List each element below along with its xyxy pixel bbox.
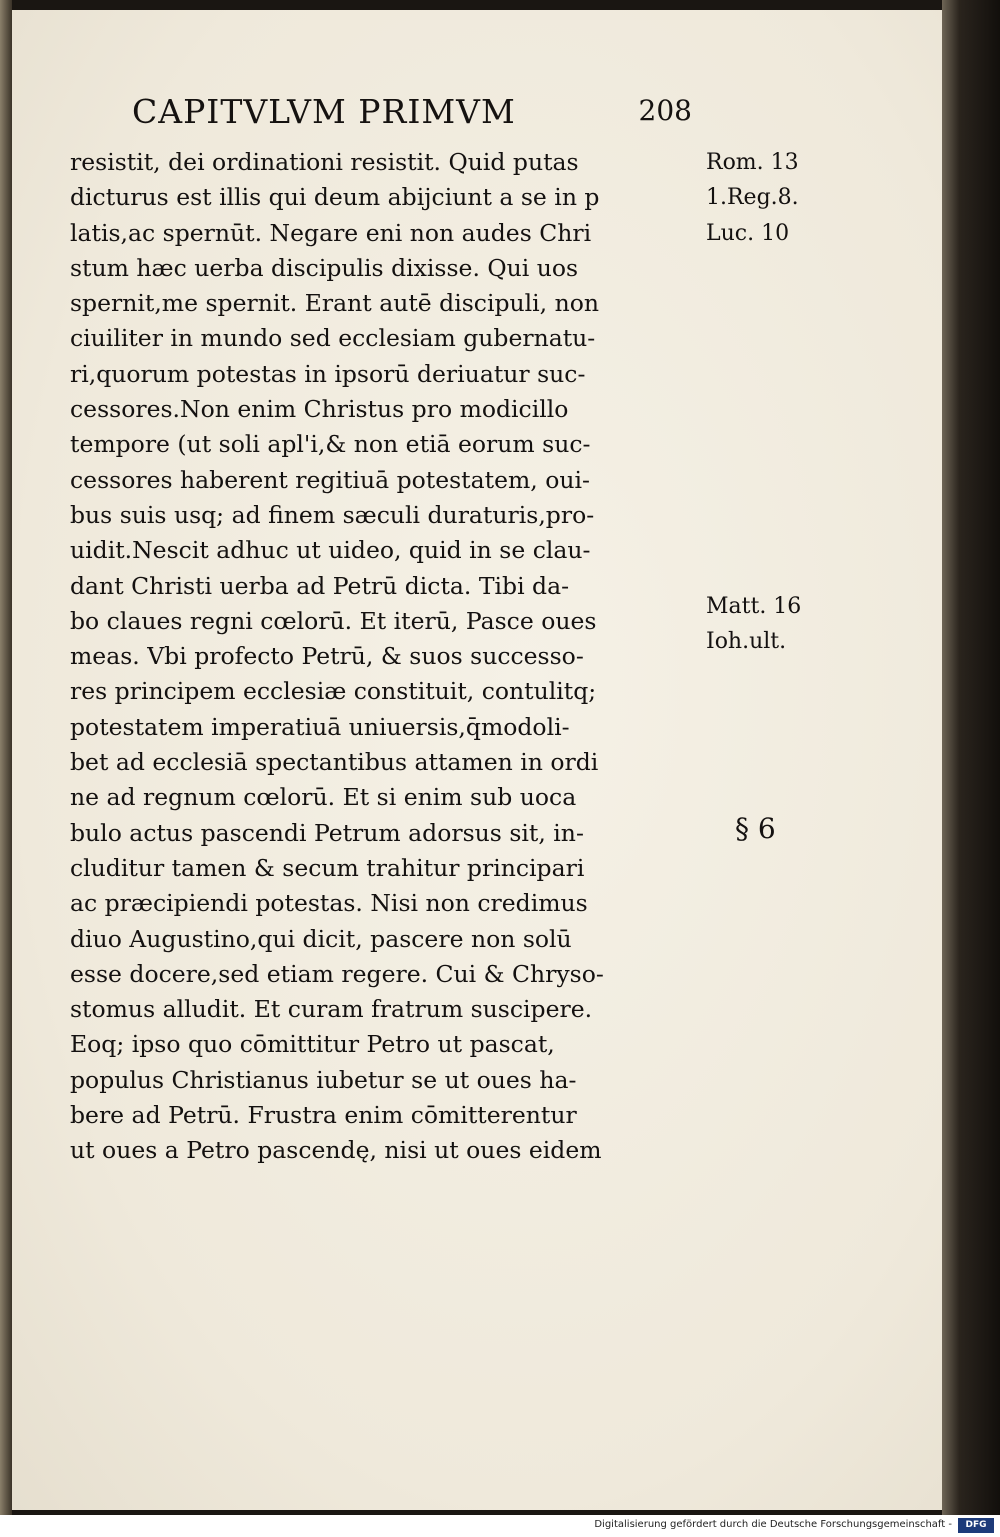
text-line: bet ad ecclesiā spectantibus attamen in ordi — [70, 748, 599, 777]
digitization-footer — [0, 1515, 1000, 1537]
text-line: ri,quorum potestas in ipsorū deriuatur suc- — [70, 359, 586, 388]
marginal-notes-middle — [706, 589, 846, 660]
text-line: dicturus est illis qui deum abijciunt a se in p — [70, 183, 600, 212]
text-line: potestatem imperatiuā uniuersis,q̄modoli- — [70, 712, 570, 741]
marginal-note: Ioh.ult. — [706, 629, 787, 655]
text-line: tempore (ut soli apl'i,& non etiā eorum suc- — [70, 430, 591, 459]
text-line: latis,ac spernūt. Negare eni non audes Chri — [70, 218, 592, 247]
text-line: stum hæc uerba discipulis dixisse. Qui uos — [70, 253, 579, 282]
section-mark: § 6 — [735, 812, 776, 845]
text-line: resistit, dei ordinationi resistit. Quid putas — [70, 148, 579, 176]
text-line: meas. Vbi profecto Petrū, & suos successo- — [70, 642, 584, 671]
text-line: ut oues a Petro pascendę, nisi ut oues eidem — [70, 1136, 602, 1165]
text-line: ac præcipiendi potestas. Nisi non credimus — [70, 889, 588, 918]
binding-edge — [0, 0, 12, 1515]
text-line: bus suis usq; ad finem sæculi duraturis,pro- — [70, 500, 595, 529]
text-line: diuo Augustino,qui dicit, pascere non solū — [70, 924, 572, 953]
text-line: Eoq; ipso quo cōmittitur Petro ut pascat, — [70, 1030, 555, 1059]
text-line: bere ad Petrū. Frustra enim cōmitterentur — [70, 1101, 577, 1130]
text-line: bulo actus pascendi Petrum adorsus sit, in- — [70, 818, 584, 847]
text-line: spernit,me spernit. Erant autē discipuli, non — [70, 289, 600, 318]
marginal-note: Matt. 16 — [706, 594, 802, 619]
folio-number: 208 — [638, 94, 692, 127]
main-text-block — [70, 145, 710, 1169]
page-edge-shadow — [942, 0, 1000, 1515]
text-line: res principem ecclesiæ constituit, contulitq; — [70, 677, 597, 706]
marginal-note: 1.Reg.8. — [706, 185, 799, 211]
text-line: cessores haberent regitiuā potestatem, oui- — [70, 465, 590, 494]
text-line: ne ad regnum cœlorū. Et si enim sub uoca — [70, 783, 577, 812]
text-line: esse docere,sed etiam regere. Cui & Chryso- — [70, 959, 604, 988]
running-title: CAPITVLVM PRIMVM — [132, 92, 516, 131]
marginal-notes-top — [706, 145, 846, 251]
text-line: ciuiliter in mundo sed ecclesiam gubernatu- — [70, 324, 596, 353]
text-line: cluditur tamen & secum trahitur principari — [70, 853, 585, 882]
text-line: cessores.Non enim Christus pro modicillo — [70, 395, 569, 424]
funding-credit: Digitalisierung gefördert durch die Deutsche Forschungsgemeinschaft - — [594, 1519, 952, 1530]
text-line: uidit.Nescit adhuc ut uideo, quid in se clau- — [70, 536, 591, 565]
text-line: stomus alludit. Et curam fratrum suscipere. — [70, 995, 593, 1024]
text-line: dant Christi uerba ad Petrū dicta. Tibi da- — [70, 571, 570, 600]
dfg-logo: DFG — [958, 1518, 994, 1533]
marginal-note: Rom. 13 — [706, 150, 799, 175]
text-line: populus Christianus iubetur se ut oues ha- — [70, 1065, 577, 1094]
page-header — [120, 92, 700, 136]
marginal-note: Luc. 10 — [706, 220, 790, 246]
text-line: bo claues regni cœlorū. Et iterū, Pasce oues — [70, 606, 597, 635]
